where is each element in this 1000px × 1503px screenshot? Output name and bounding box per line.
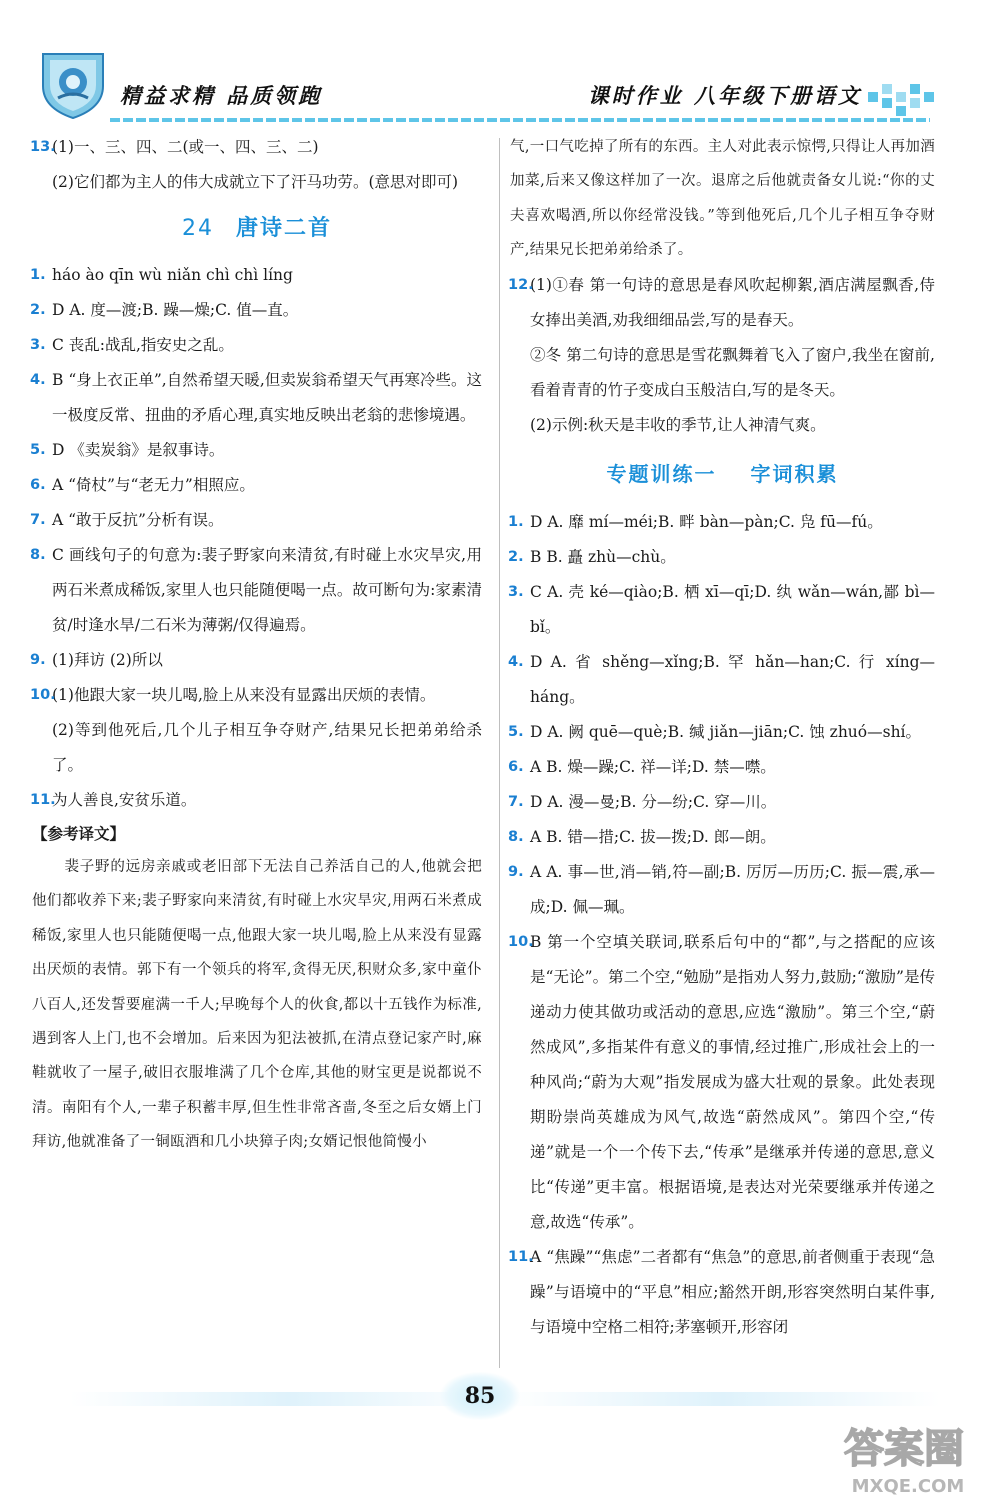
answer-text: A B. 错—措;C. 拔—拨;D. 郎—朗。 <box>530 827 776 846</box>
question-number: 5. <box>30 442 46 458</box>
answer-9 <box>32 643 482 678</box>
answer-text: D A. 漫—曼;B. 分—纷;C. 穿—川。 <box>530 792 777 811</box>
lesson-name: 唐诗二首 <box>235 216 332 241</box>
question-number: 4. <box>508 653 524 670</box>
answer-11 <box>32 783 482 818</box>
answer-4 <box>32 363 482 433</box>
question-number: 6. <box>508 758 524 775</box>
question-number: 1. <box>508 513 524 530</box>
watermark-url: MXQE.COM <box>851 1476 965 1497</box>
answer-10 <box>32 678 482 783</box>
answer-text: A “敢于反抗”分析有误。 <box>52 511 224 529</box>
answer-text: (1)①春 第一句诗的意思是春风吹起柳絮,酒店满屋飘香,侍女捧出美酒,劝我细细品尝,写的是春天。 <box>530 275 935 329</box>
drill-answer-11 <box>510 1240 935 1345</box>
page-number: 85 <box>440 1372 520 1420</box>
answer-text: D A. 度—渡;B. 躁—燥;C. 值—直。 <box>52 301 299 319</box>
answer-text: B “身上衣正单”,自然希望天暖,但卖炭翁希望天气再寒冷些。这一极度反常、扭曲的矛盾心理,真实地反映出老翁的悲惨境遇。 <box>52 371 482 424</box>
header-rule <box>110 118 930 122</box>
column-divider <box>499 138 500 1368</box>
answer-text: háo ào qīn wù niǎn chì chì líng <box>52 266 293 284</box>
answer-text: A B. 燥—躁;C. 祥—详;D. 禁—噤。 <box>530 757 776 776</box>
drill-answer-1 <box>510 505 935 540</box>
answer-13 <box>32 130 482 200</box>
answer-text: (2)示例:秋天是丰收的季节,让人神清气爽。 <box>530 415 826 434</box>
question-number: 2. <box>508 548 524 565</box>
question-number: 10. <box>508 933 534 950</box>
drill-answer-6 <box>510 750 935 785</box>
drill-answer-5 <box>510 715 935 750</box>
answer-text: ②冬 第二句诗的意思是雪花飘舞着飞入了窗户,我坐在窗前,看着青青的竹子变成白玉般洁白,写的是冬天。 <box>530 345 935 399</box>
watermark-text: 答案圈 <box>844 1426 964 1472</box>
reference-translation-heading: 【参考译文】 <box>32 824 126 843</box>
answer-text: C 画线句子的句意为:裴子野家向来清贫,有时碰上水灾旱灾,用两石米煮成稀饭,家里人也只能随便喝一点。故可断句为:家素清贫/时逢水旱/二石米为薄粥/仅得遍焉。 <box>52 546 482 634</box>
answer-text: A “倚杖”与“老无力”相照应。 <box>52 476 255 494</box>
answer-2 <box>32 293 482 328</box>
drill-answer-8 <box>510 820 935 855</box>
section-title-a: 专题训练一 <box>606 461 717 486</box>
answer-text: A A. 事—世,消—销,符—副;B. 厉厉—历历;C. 振—震,承—成;D. 佩—珮。 <box>530 862 935 916</box>
translation-continued: 气,一口气吃掉了所有的东西。主人对此表示惊愕,只得让人再加酒加菜,后来又像这样加了一次。退席之后他就责备女儿说:“你的丈夫喜欢喝酒,所以你经常没钱。”等到他死后,几个儿子相互争夺财产,结果兄长把弟弟给杀了。 <box>510 139 935 259</box>
answer-text: (1)一、三、四、二(或一、四、三、二) <box>52 138 319 156</box>
question-number: 12. <box>508 276 534 293</box>
drill-answer-4 <box>510 645 935 715</box>
answer-text: (1)拜访 (2)所以 <box>52 651 163 669</box>
lesson-title <box>32 200 482 258</box>
question-number: 8. <box>508 828 524 845</box>
question-number: 10. <box>30 687 56 703</box>
header-series-title: 课时作业 八年级下册语文 <box>587 83 862 108</box>
question-number: 3. <box>30 337 46 353</box>
translation-text: 裴子野的远房亲戚或老旧部下无法自己养活自己的人,他就会把他们都收养下来;裴子野家向来清贫,有时碰上水灾旱灾,用两石米煮成稀饭,家里人也只能随便喝一点,他跟大家一块儿喝,脸上从来没有显露出厌烦的表情。郭下有一个领兵的将军,贪得无厌,积财众多,家中童仆八百人,还发誓要雇满一千人;早晚每个人的伙食,都以十五钱作为标准,遇到客人上门,也不会增加。后来因为犯法被抓,在清点登记家产时,麻鞋就收了一屋子,破旧衣服堆满了几个仓库,其他的财宝更是说都说不清。南阳有个人,一辈子积蓄丰厚,但生性非常吝啬,冬至之后女婿上门拜访,他就准备了一铜瓯酒和几小块獐子肉;女婿记恨他简慢小 <box>32 859 482 1151</box>
question-number: 6. <box>30 477 46 493</box>
drill-answer-2 <box>510 540 935 575</box>
right-column <box>510 130 935 1345</box>
drill-answer-10 <box>510 925 935 1240</box>
question-number: 9. <box>30 652 46 668</box>
answer-text: D A. 靡 mí—méi;B. 畔 bàn—pàn;C. 凫 fū—fú。 <box>530 512 883 531</box>
question-number: 11. <box>30 792 56 808</box>
watermark-logo <box>812 1418 992 1498</box>
question-number: 7. <box>508 793 524 810</box>
left-column <box>32 130 482 1160</box>
checker-decoration-icon <box>868 84 938 118</box>
section-title-b: 字词积累 <box>750 461 839 486</box>
answer-6 <box>32 468 482 503</box>
answer-3 <box>32 328 482 363</box>
answer-text: D A. 省 shěng—xǐng;B. 罕 hǎn—han;C. 行 xíng—háng。 <box>530 652 935 706</box>
answer-text: B B. 矗 zhù—chù。 <box>530 547 676 566</box>
answer-text: (2)等到他死后,几个儿子相互争夺财产,结果兄长把弟弟给杀了。 <box>52 721 482 774</box>
school-crest-icon <box>38 48 108 120</box>
answer-1 <box>32 258 482 293</box>
answer-text: C A. 壳 ké—qiào;B. 栖 xī—qī;D. 纨 wǎn—wán,鄙 bì—bǐ。 <box>530 582 935 636</box>
section-title <box>510 443 935 505</box>
reference-translation <box>32 850 482 1160</box>
question-number: 9. <box>508 863 524 880</box>
header-slogan: 精益求精 品质领跑 <box>120 83 323 108</box>
answer-text: B 第一个空填关联词,联系后句中的“都”,与之搭配的应该是“无论”。第二个空,“勉励”是指劝人努力,鼓励;“激励”是传递动力使其做功或活动的意思,应选“激励”。第三个空,“蔚然成风”,多指某件有意义的事情,经过推广,形成社会上的一种风尚;“蔚为大观”指发展成为盛大壮观的景象。此处表现期盼崇尚英雄成为风气,故选“蔚然成风”。第四个空,“传递”就是一个一个传下去,“传承”是继承并传递的意思,意义比“传递”更丰富。根据语境,是表达对光荣要继承并传递之意,故选“传承”。 <box>530 932 935 1231</box>
answer-text: (1)他跟大家一块儿喝,脸上从来没有显露出厌烦的表情。 <box>52 686 436 704</box>
answer-8 <box>32 538 482 643</box>
answer-12 <box>510 268 935 443</box>
question-number: 5. <box>508 723 524 740</box>
answer-7 <box>32 503 482 538</box>
answer-text: A “焦躁”“焦虑”二者都有“焦急”的意思,前者侧重于表现“急躁”与语境中的“平息”相应;豁然开朗,形容突然明白某件事,与语境中空格二相符;茅塞顿开,形容闭 <box>530 1247 935 1336</box>
question-number: 7. <box>30 512 46 528</box>
answer-text: C 丧乱:战乱,指安史之乱。 <box>52 336 234 354</box>
answer-text: D A. 阙 quē—què;B. 缄 jiǎn—jiān;C. 蚀 zhuó—shí。 <box>530 722 922 741</box>
question-number: 3. <box>508 583 524 600</box>
question-number: 1. <box>30 267 46 283</box>
lesson-number: 24 <box>181 216 214 241</box>
answer-text: D 《卖炭翁》是叙事诗。 <box>52 441 225 459</box>
question-number: 11. <box>508 1248 534 1265</box>
drill-answer-7 <box>510 785 935 820</box>
drill-answer-9 <box>510 855 935 925</box>
question-number: 4. <box>30 372 46 388</box>
drill-answer-3 <box>510 575 935 645</box>
question-number: 8. <box>30 547 46 563</box>
answer-5 <box>32 433 482 468</box>
question-number: 2. <box>30 302 46 318</box>
question-number: 13. <box>30 139 56 155</box>
answer-text: (2)它们都为主人的伟大成就立下了汗马功劳。(意思对即可) <box>52 173 459 191</box>
page-header <box>0 0 1000 130</box>
answer-text: 为人善良,安贫乐道。 <box>52 791 197 809</box>
